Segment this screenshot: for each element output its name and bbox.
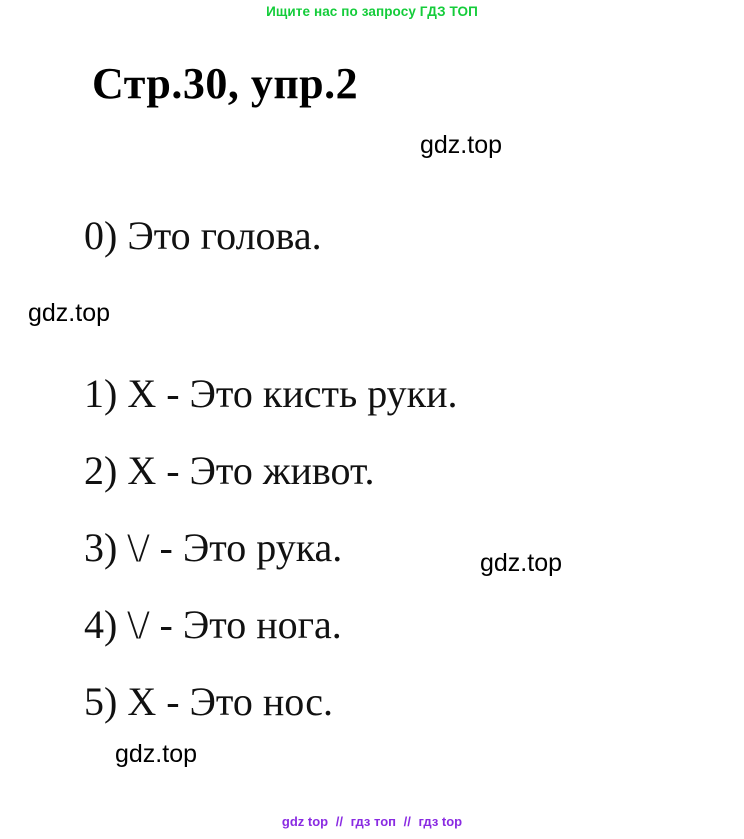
- footer-item-3: гдз top: [418, 814, 463, 829]
- footer-item-2: гдз топ: [350, 814, 396, 829]
- answer-line: 3) \/ - Это рука.: [84, 525, 343, 570]
- promo-banner: Ищите нас по запросу ГДЗ ТОП: [266, 4, 478, 19]
- footer-separator: //: [335, 814, 343, 829]
- answer-line: 1) X - Это кисть руки.: [84, 371, 458, 416]
- watermark: gdz.top: [420, 131, 503, 159]
- answer-line: 2) X - Это живот.: [84, 448, 375, 493]
- answer-line: 5) X - Это нос.: [84, 679, 334, 724]
- watermark: gdz.top: [28, 299, 111, 327]
- watermark: gdz.top: [480, 549, 563, 577]
- page-title: Стр.30, упр.2: [92, 59, 359, 108]
- footer-item-1: gdz top: [281, 814, 329, 829]
- watermark: gdz.top: [115, 740, 198, 768]
- footer-separator: //: [403, 814, 411, 829]
- footer-links: [0, 814, 744, 829]
- answer-line: 4) \/ - Это нога.: [84, 602, 342, 647]
- answer-line: 0) Это голова.: [84, 213, 322, 258]
